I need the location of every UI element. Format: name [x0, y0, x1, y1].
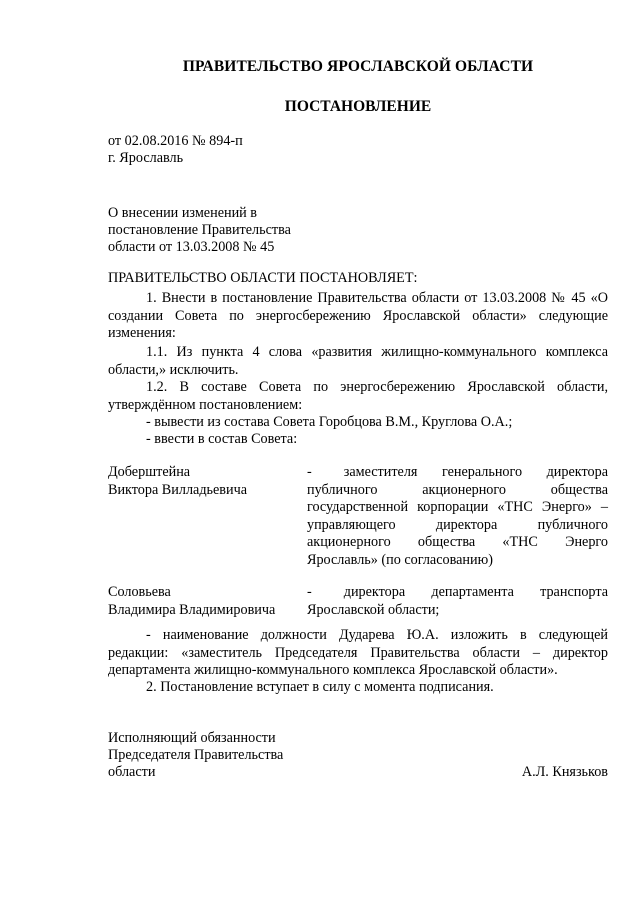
signatory-name: А.Л. Князьков — [521, 764, 608, 780]
member-1-name-block — [108, 464, 288, 499]
remove-members: - вывести из состава Совета Горобцова В.М., Круглова О.А.; — [146, 414, 513, 430]
city: г. Ярославль — [108, 150, 184, 166]
subject-line-2: постановление Правительства — [108, 222, 291, 238]
organization-title: ПРАВИТЕЛЬСТВО ЯРОСЛАВСКОЙ ОБЛАСТИ — [182, 58, 534, 75]
rename-position: - наименование должности Дударева Ю.А. изложить в следующей редакции: «заместитель Председателя Правительства области – директор департамента жилищно-коммунального комплекса Ярославской области». — [108, 627, 608, 678]
member-1-position-block — [307, 464, 608, 569]
date-number: от 02.08.2016 № 894-п — [108, 133, 243, 149]
member-1-dash: - — [307, 464, 312, 480]
signature-line-1: Исполняющий обязанности — [108, 730, 276, 746]
member-2-position — [307, 584, 608, 619]
decree-statement: ПРАВИТЕЛЬСТВО ОБЛАСТИ ПОСТАНОВЛЯЕТ: — [108, 270, 418, 286]
member-1-position — [307, 464, 608, 569]
member-2-position-text: директора департамента транспорта Ярославской области; — [307, 584, 608, 618]
signature-line-2: Председателя Правительства — [108, 747, 284, 763]
subject-line-3: области от 13.03.2008 № 45 — [108, 239, 275, 255]
add-members: - ввести в состав Совета: — [146, 431, 298, 447]
paragraph-1: 1. Внести в постановление Правительства области от 13.03.2008 № 45 «О создании Совета по энергосбережению Ярославской области» следующие изменения: — [108, 290, 608, 341]
signature-line-3: области — [108, 764, 156, 780]
subject-line-1: О внесении изменений в — [108, 205, 258, 221]
member-1-name: Виктора Вилладьевича — [108, 481, 248, 498]
member-2-name-block — [108, 584, 288, 619]
member-1-surname: Доберштейна — [108, 464, 191, 480]
member-1-position-text: заместителя генерального директора публичного акционерного общества государственной корпорации «ТНС Энерго» – управляющего директора публичного акционерного общества «ТНС Энерго Ярославль» (по согласованию) — [307, 464, 608, 568]
member-2-position-block — [307, 584, 608, 619]
paragraph-1-2: 1.2. В составе Совета по энергосбережению Ярославской области, утверждённом постановлением: — [108, 379, 608, 413]
paragraph-2: 2. Постановление вступает в силу с момента подписания. — [146, 679, 494, 695]
member-2-dash: - — [307, 584, 312, 600]
member-2-surname: Соловьева — [108, 584, 171, 600]
paragraph-1-1: 1.1. Из пункта 4 слова «развития жилищно-коммунального комплекса области,» исключить. — [108, 344, 608, 378]
member-2-name: Владимира Владимировича — [108, 601, 276, 618]
document-type: ПОСТАНОВЛЕНИЕ — [284, 98, 432, 115]
